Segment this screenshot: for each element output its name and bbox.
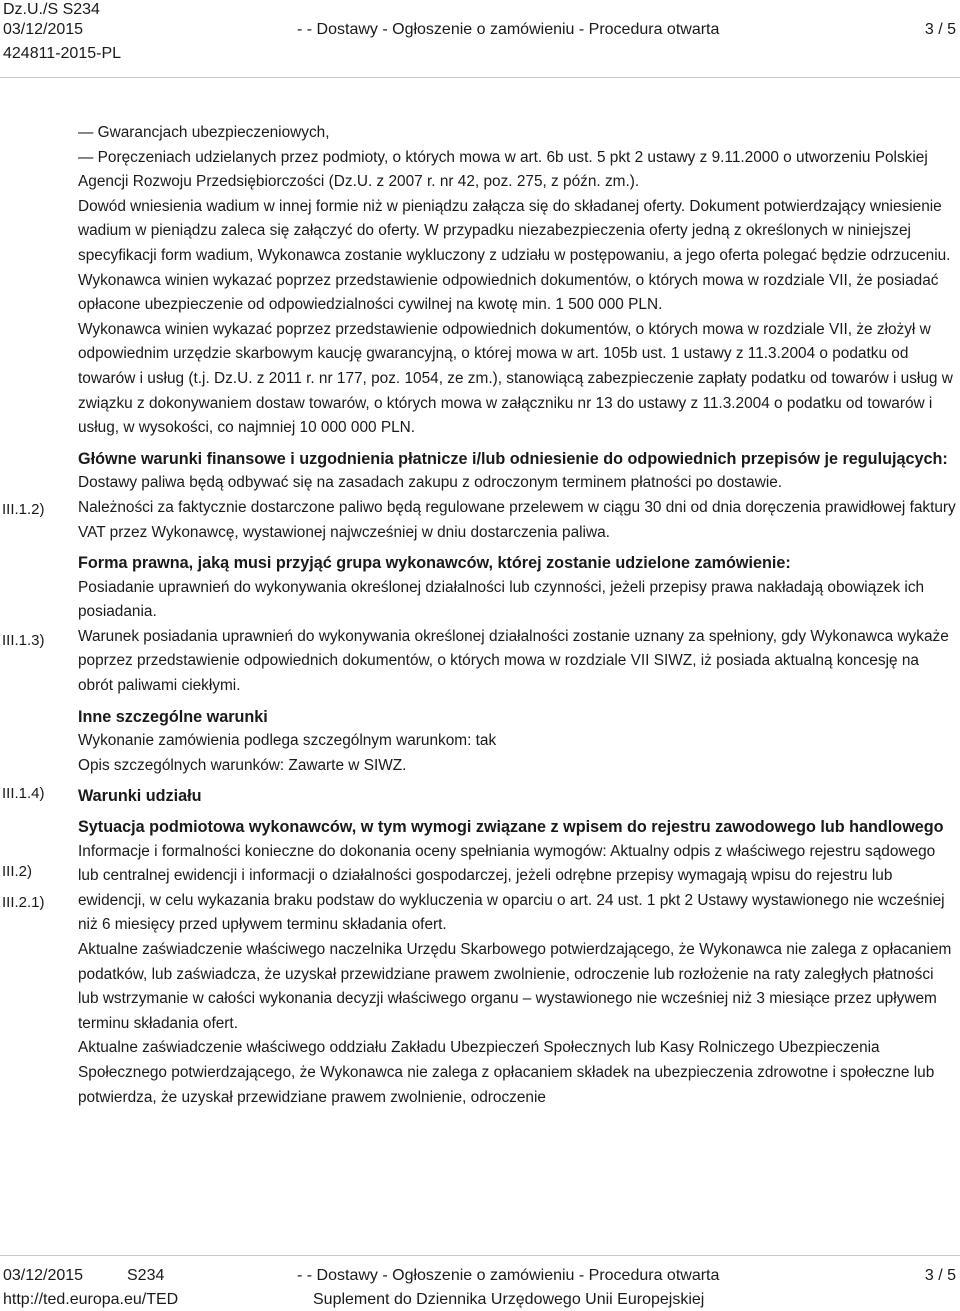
section-paragraph: Aktualne zaświadczenie właściwego naczelnika Urzędu Skarbowego potwierdzającego, że Wykonawca nie zalega z opłacaniem podatków, lub zaświadcza, że uzyskał przewidziane prawem zwolnienie, odroczenie lub rozłożenie na raty zaległych płatności lub wstrzymanie w całości wykonania decyzji właściwego organu – wystawionego nie wcześniej niż 3 miesiące przez upływem terminu składania ofert. [78, 941, 952, 1032]
section-paragraph: Wykonanie zamówienia podlega szczególnym warunkom: tak [78, 732, 497, 750]
section-number-III-2: III.2) [2, 863, 33, 880]
section-number-III-2-1: III.2.1) [2, 894, 45, 911]
header-title: - - Dostawy - Ogłoszenie o zamówieniu - Procedura otwarta [297, 21, 720, 38]
section-title: Inne szczególne warunki [78, 707, 268, 726]
document-id: 424811-2015-PL [3, 45, 122, 62]
insurance-paragraph: Wykonawca winien wykazać poprzez przedstawienie odpowiednich dokumentów, o których mowa w rozdziale VII, że posiadać opłacone ubezpieczenie od odpowiedzialności cywilnej na kwotę min. 1 500 000 PLN. [78, 271, 939, 314]
footer-page-number: 3 / 5 [924, 1267, 956, 1284]
section-paragraph: Należności za faktycznie dostarczone paliwo będą regulowane przelewem w ciągu 30 dni od dnia doręczenia prawidłowej faktury VAT przez Wykonawcę, wystawionej najwcześniej w dniu dostarczenia paliwa. [78, 498, 956, 541]
footer-url-link[interactable]: http://ted.europa.eu/TED [3, 1291, 179, 1308]
guarantee-item-sureties: — Poręczeniach udzielanych przez podmioty, o których mowa w art. 6b ust. 5 pkt 2 ustawy z 9.11.2000 o utworzeniu Polskiej Agencji Rozwoju Przedsiębiorczości (Dz.U. z 2007 r. nr 42, poz. 275, z późn. zm.). [78, 148, 928, 191]
header-date: 03/12/2015 [3, 21, 84, 38]
section-paragraph: Opis szczególnych warunków: Zawarte w SIWZ. [78, 756, 407, 774]
guarantee-deposit-paragraph: Wykonawca winien wykazać poprzez przedstawienie odpowiednich dokumentów, o których mowa w rozdziale VII, że złożył w odpowiednim urzędzie skarbowym kaucję gwarancyjną, o której mowa w art. 105b ust. 1 ustawy z 11.3.2004 o podatku od towarów i usług (t.j. Dz.U. z 2011 r. nr 177, poz. 1054, ze zm.), stanowiącą zabezpieczenie zapłaty podatku od towarów i usług w związku z dokonywaniem dostaw towarów, o których mowa w załączniku nr 13 do ustawy z 11.3.2004 o podatku od towarów i usług, w wysokości, co najmniej 10 000 000 PLN. [78, 320, 953, 437]
footer-supplement: Suplement do Dziennika Urzędowego Unii Europejskiej [313, 1291, 705, 1308]
section-III-1-4 [78, 705, 958, 779]
section-paragraph: Warunek posiadania uprawnień do wykonywania określonej działalności zostanie uznany za spełniony, gdy Wykonawca wykaże poprzez przedstawienie odpowiednich dokumentów, o których mowa w rozdziale VII SIWZ, iż posiada aktualną koncesję na obrót paliwami ciekłymi. [78, 627, 949, 695]
footer-divider [0, 1255, 960, 1256]
section-III-2 [78, 784, 958, 809]
header-page-number: 3 / 5 [924, 21, 956, 38]
section-paragraph: Posiadanie uprawnień do wykonywania określonej działalności lub czynności, jeżeli przepisy prawa nakładają obowiązek ich posiadania. [78, 578, 925, 621]
section-title: Główne warunki finansowe i uzgodnienia płatnicze i/lub odniesienie do odpowiednich przepisów je regulujących: [78, 449, 948, 468]
guarantee-item-insurance: — Gwarancjach ubezpieczeniowych, [78, 124, 330, 141]
section-title: Sytuacja podmiotowa wykonawców, w tym wymogi związane z wpisem do rejestru zawodowego lub handlowego [78, 818, 944, 837]
section-paragraph: Informacje i formalności konieczne do dokonania oceny spełniania wymogów: Aktualny odpis z właściwego rejestru sądowego lub centralnej ewidencji i informacji o działalności gospodarczej, jeżeli odrębne przepisy wymagają wpisu do rejestru lub ewidencji, w celu wykazania braku podstaw do wykluczenia w oparciu o art. 24 ust. 1 pkt 2 Ustawy wystawionego nie wcześniej niż 6 miesięcy przed upływem terminu składania ofert. [78, 842, 945, 934]
deposit-paragraph: Dowód wniesienia wadium w innej formie niż w pieniądzu załącza się do składanej oferty. Dokument potwierdzający wniesienie wadium w pieniądzu zaleca się załączyć do oferty. W przypadku niezabezpieczenia oferty jedną z określonych w niniejszej specyfikacji form wadium, Wykonawca zostanie wykluczony z udziału w postępowaniu, a jego oferta polegać będzie odrzuceniu. [78, 197, 951, 264]
section-number-III-1-4: III.1.4) [2, 785, 45, 802]
section-number-III-1-3: III.1.3) [2, 632, 45, 649]
footer-title: - - Dostawy - Ogłoszenie o zamówieniu - Procedura otwarta [297, 1267, 720, 1284]
section-III-1-2 [78, 447, 958, 545]
journal-ref: Dz.U./S S234 [3, 1, 100, 18]
section-III-2-1 [78, 815, 958, 1110]
section-title: Warunki udziału [78, 787, 202, 806]
footer-date: 03/12/2015 [3, 1267, 84, 1284]
section-III-1-3 [78, 551, 958, 699]
header-divider [0, 77, 960, 78]
section-paragraph: Aktualne zaświadczenie właściwego oddziału Zakładu Ubezpieczeń Społecznych lub Kasy Rolniczego Ubezpieczenia Społecznego potwierdzającego, że Wykonawca nie zalega z opłacaniem składek na ubezpieczenia zdrowotne i społeczne lub potwierdza, że uzyskał przewidziane prawem zwolnienie, odroczenie [78, 1039, 935, 1106]
document-body [78, 121, 958, 1110]
section-title: Forma prawna, jaką musi przyjąć grupa wykonawców, której zostanie udzielone zamówienie: [78, 554, 791, 573]
footer-code: S234 [127, 1267, 165, 1284]
section-number-III-1-2: III.1.2) [2, 501, 45, 518]
section-paragraph: Dostawy paliwa będą odbywać się na zasadach zakupu z odroczonym terminem płatności po dostawie. [78, 474, 783, 492]
